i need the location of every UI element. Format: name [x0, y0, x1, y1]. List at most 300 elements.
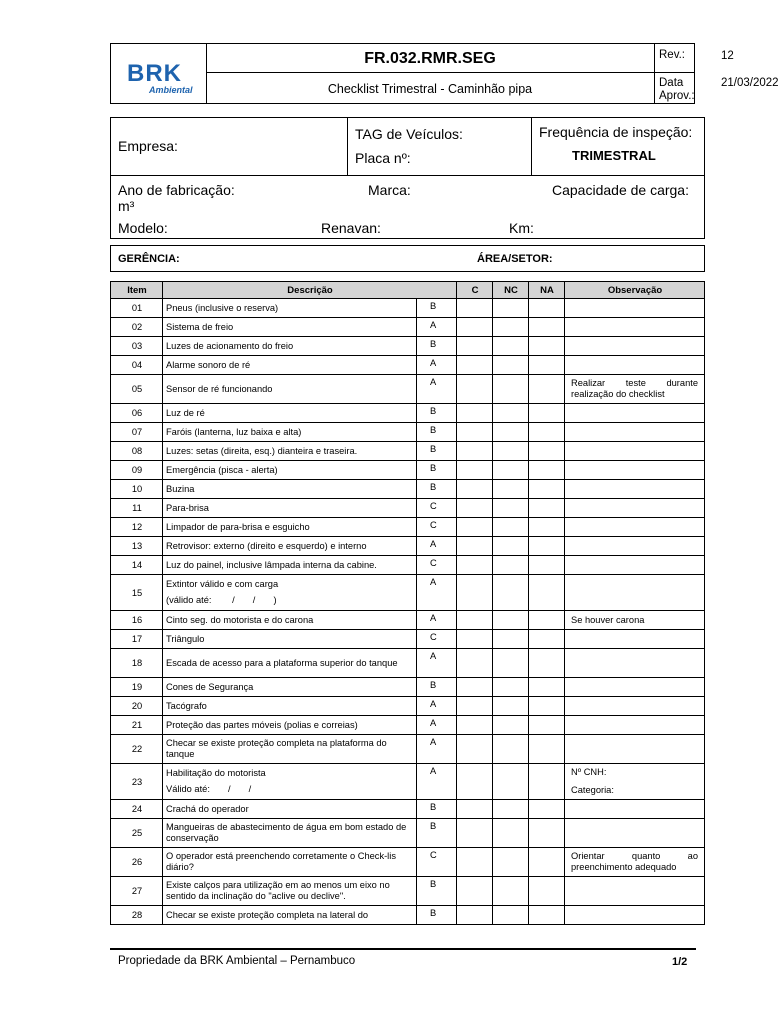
table-row [111, 518, 705, 537]
check-cell-nc[interactable] [493, 461, 529, 480]
capacidade-label: Capacidade de carga: [552, 182, 689, 198]
check-cell-na[interactable] [529, 906, 565, 925]
item-description [163, 461, 417, 480]
check-cell-na[interactable] [529, 337, 565, 356]
check-cell-nc[interactable] [493, 356, 529, 375]
item-class: B [417, 404, 457, 423]
item-description-text: Checar se existe proteção completa na plataforma do tanque [166, 738, 387, 759]
item-description-text: Faróis (lanterna, luz baixa e alta) [166, 426, 302, 437]
observation-cell[interactable] [565, 678, 705, 697]
check-cell-nc[interactable] [493, 800, 529, 819]
item-description-text: Sensor de ré funcionando [166, 383, 273, 394]
empresa-label: Empresa: [118, 138, 178, 154]
item-description-text: Triângulo [166, 633, 205, 644]
item-description-text: O operador está preenchendo corretamente o Check-lis diário? [166, 851, 396, 872]
item-number: 01 [111, 299, 163, 318]
item-description [163, 556, 417, 575]
check-cell-nc[interactable] [493, 764, 529, 800]
check-cell-c[interactable] [457, 716, 493, 735]
table-row [111, 697, 705, 716]
item-class: A [417, 318, 457, 337]
check-cell-nc[interactable] [493, 442, 529, 461]
item-description-text: Crachá do operador [166, 803, 249, 814]
observation-cell[interactable] [565, 442, 705, 461]
table-row [111, 318, 705, 337]
observation-cell[interactable] [565, 611, 705, 630]
item-number: 04 [111, 356, 163, 375]
check-cell-c[interactable] [457, 404, 493, 423]
item-description-text: Pneus (inclusive o reserva) [166, 302, 279, 313]
ano-fabricacao-label: Ano de fabricação: [118, 182, 235, 198]
rev-value: 12 [721, 50, 734, 62]
observation-text: Nº CNH: [571, 767, 607, 777]
check-cell-na[interactable] [529, 318, 565, 337]
observation-cell[interactable] [565, 630, 705, 649]
item-description-text: Luz do painel, inclusive lâmpada interna da cabine. [166, 559, 377, 570]
check-cell-c[interactable] [457, 649, 493, 678]
item-description-text: Limpador de para-brisa e esguicho [166, 521, 310, 532]
area-setor-label: ÁREA/SETOR: [477, 253, 553, 265]
check-cell-nc[interactable] [493, 697, 529, 716]
check-cell-na[interactable] [529, 423, 565, 442]
check-cell-nc[interactable] [493, 735, 529, 764]
item-description-text: Cinto seg. do motorista e do carona [166, 614, 314, 625]
item-class: B [417, 299, 457, 318]
observation-text-2: Categoria: [571, 785, 614, 795]
item-description [163, 299, 417, 318]
check-cell-na[interactable] [529, 848, 565, 877]
tag-label: TAG de Veículos: [355, 126, 463, 142]
table-row [111, 848, 705, 877]
item-description-validity: (válido até: / / ) [166, 595, 277, 605]
item-class: A [417, 537, 457, 556]
item-number: 09 [111, 461, 163, 480]
item-number: 12 [111, 518, 163, 537]
observation-cell[interactable] [565, 537, 705, 556]
check-cell-c[interactable] [457, 537, 493, 556]
item-description-text: Luzes: setas (direita, esq.) dianteira e traseira. [166, 445, 358, 456]
check-cell-c[interactable] [457, 877, 493, 906]
item-description [163, 716, 417, 735]
table-row [111, 716, 705, 735]
observation-cell[interactable] [565, 697, 705, 716]
check-cell-c[interactable] [457, 423, 493, 442]
observation-cell[interactable] [565, 356, 705, 375]
table-row [111, 556, 705, 575]
item-number: 11 [111, 499, 163, 518]
item-description [163, 877, 417, 906]
item-description [163, 800, 417, 819]
col-header-c: C [457, 282, 493, 299]
check-cell-c[interactable] [457, 318, 493, 337]
table-row [111, 649, 705, 678]
table-row [111, 678, 705, 697]
item-number: 23 [111, 764, 163, 800]
table-row [111, 375, 705, 404]
observation-text: Realizar teste durante realização do checklist [571, 378, 699, 399]
table-row [111, 906, 705, 925]
table-row [111, 630, 705, 649]
observation-cell[interactable] [565, 337, 705, 356]
check-cell-nc[interactable] [493, 678, 529, 697]
check-cell-na[interactable] [529, 518, 565, 537]
check-cell-na[interactable] [529, 537, 565, 556]
table-row [111, 575, 705, 611]
check-cell-na[interactable] [529, 442, 565, 461]
table-row [111, 499, 705, 518]
check-cell-c[interactable] [457, 697, 493, 716]
table-row [111, 423, 705, 442]
col-header-nc: NC [493, 282, 529, 299]
item-description [163, 356, 417, 375]
item-number: 13 [111, 537, 163, 556]
item-description-text: Tacógrafo [166, 700, 207, 711]
check-cell-c[interactable] [457, 375, 493, 404]
observation-cell[interactable] [565, 716, 705, 735]
observation-cell[interactable] [565, 499, 705, 518]
item-number: 05 [111, 375, 163, 404]
item-description-validity: Válido até: / / [166, 784, 252, 794]
check-cell-na[interactable] [529, 735, 565, 764]
table-row [111, 356, 705, 375]
observation-cell[interactable] [565, 764, 705, 800]
check-cell-na[interactable] [529, 575, 565, 611]
item-number: 02 [111, 318, 163, 337]
table-row [111, 337, 705, 356]
footer-property: Propriedade da BRK Ambiental – Pernambuco [118, 955, 356, 967]
checklist-table [110, 281, 705, 925]
check-cell-na[interactable] [529, 299, 565, 318]
item-number: 16 [111, 611, 163, 630]
check-cell-c[interactable] [457, 575, 493, 611]
table-row [111, 819, 705, 848]
item-number: 15 [111, 575, 163, 611]
observation-cell[interactable] [565, 461, 705, 480]
check-cell-na[interactable] [529, 461, 565, 480]
check-cell-nc[interactable] [493, 819, 529, 848]
item-description [163, 518, 417, 537]
marca-label: Marca: [368, 182, 411, 198]
check-cell-na[interactable] [529, 819, 565, 848]
observation-cell[interactable] [565, 906, 705, 925]
check-cell-nc[interactable] [493, 518, 529, 537]
item-number: 08 [111, 442, 163, 461]
check-cell-c[interactable] [457, 735, 493, 764]
item-description-text: Proteção das partes móveis (polias e correias) [166, 719, 358, 730]
item-number: 26 [111, 848, 163, 877]
item-number: 21 [111, 716, 163, 735]
item-description [163, 848, 417, 877]
check-cell-na[interactable] [529, 556, 565, 575]
check-cell-na[interactable] [529, 716, 565, 735]
item-class: A [417, 716, 457, 735]
item-class: B [417, 819, 457, 848]
item-class: C [417, 848, 457, 877]
date-value: 21/03/2022 [721, 77, 779, 89]
item-class: B [417, 442, 457, 461]
item-description [163, 819, 417, 848]
item-class: A [417, 375, 457, 404]
observation-cell[interactable] [565, 480, 705, 499]
frequencia-value: TRIMESTRAL [572, 148, 656, 163]
table-row [111, 480, 705, 499]
check-cell-c[interactable] [457, 906, 493, 925]
item-class: A [417, 575, 457, 611]
renavan-label: Renavan: [321, 220, 381, 236]
col-header-observacao: Observação [565, 282, 705, 299]
check-cell-nc[interactable] [493, 848, 529, 877]
check-cell-c[interactable] [457, 480, 493, 499]
item-number: 22 [111, 735, 163, 764]
item-number: 03 [111, 337, 163, 356]
observation-cell[interactable] [565, 735, 705, 764]
observation-text: Se houver carona [571, 614, 645, 625]
table-row [111, 800, 705, 819]
item-class: B [417, 906, 457, 925]
item-number: 10 [111, 480, 163, 499]
item-number: 17 [111, 630, 163, 649]
observation-cell[interactable] [565, 575, 705, 611]
item-description-text: Retrovisor: externo (direito e esquerdo) e interno [166, 540, 367, 551]
check-cell-nc[interactable] [493, 299, 529, 318]
col-header-descricao: Descrição [163, 282, 457, 299]
footer-rule [110, 948, 696, 950]
item-description-text: Buzina [166, 483, 195, 494]
check-cell-nc[interactable] [493, 423, 529, 442]
item-number: 07 [111, 423, 163, 442]
item-description-text: Cones de Segurança [166, 681, 254, 692]
table-header-row [111, 282, 705, 299]
table-row [111, 537, 705, 556]
date-label: Data Aprov.: [659, 77, 695, 102]
check-cell-na[interactable] [529, 877, 565, 906]
check-cell-na[interactable] [529, 499, 565, 518]
check-cell-nc[interactable] [493, 337, 529, 356]
item-description-text: Para-brisa [166, 502, 209, 513]
item-class: A [417, 697, 457, 716]
table-row [111, 404, 705, 423]
form-code: FR.032.RMR.SEG [206, 44, 655, 73]
check-cell-c[interactable] [457, 630, 493, 649]
header-divider [654, 72, 695, 73]
observation-cell[interactable] [565, 375, 705, 404]
observation-cell[interactable] [565, 318, 705, 337]
rev-label: Rev.: [659, 49, 685, 61]
info-divider [531, 118, 532, 175]
item-description-text: Emergência (pisca - alerta) [166, 464, 278, 475]
item-number: 25 [111, 819, 163, 848]
item-class: A [417, 649, 457, 678]
check-cell-nc[interactable] [493, 611, 529, 630]
item-description [163, 318, 417, 337]
item-description [163, 404, 417, 423]
item-description-text: Checar se existe proteção completa na lateral do [166, 909, 369, 920]
item-number: 19 [111, 678, 163, 697]
check-cell-c[interactable] [457, 611, 493, 630]
check-cell-na[interactable] [529, 630, 565, 649]
table-row [111, 877, 705, 906]
item-number: 27 [111, 877, 163, 906]
frequencia-label: Frequência de inspeção: [539, 124, 693, 140]
item-class: A [417, 764, 457, 800]
table-row [111, 611, 705, 630]
check-cell-nc[interactable] [493, 877, 529, 906]
observation-cell[interactable] [565, 404, 705, 423]
item-description [163, 423, 417, 442]
check-cell-nc[interactable] [493, 480, 529, 499]
item-description [163, 480, 417, 499]
item-description-text: Existe calços para utilização em ao menos um eixo no sentido da inclinação do "aclive ou declive". [166, 880, 390, 901]
observation-cell[interactable] [565, 877, 705, 906]
item-description [163, 630, 417, 649]
page-number: 1/2 [672, 956, 688, 968]
item-description-text: Mangueiras de abastecimento de água em bom estado de conservação [166, 822, 407, 843]
check-cell-na[interactable] [529, 375, 565, 404]
item-class: A [417, 735, 457, 764]
item-description [163, 649, 417, 678]
check-cell-na[interactable] [529, 480, 565, 499]
gerencia-label: GERÊNCIA: [118, 253, 180, 265]
info-divider [347, 118, 348, 175]
logo [111, 44, 207, 103]
item-description-text: Alarme sonoro de ré [166, 359, 251, 370]
placa-label: Placa nº: [355, 150, 411, 166]
check-cell-nc[interactable] [493, 404, 529, 423]
item-description [163, 764, 417, 800]
capacidade-unit: m³ [118, 198, 135, 214]
check-cell-c[interactable] [457, 461, 493, 480]
observation-cell[interactable] [565, 518, 705, 537]
item-description-text: Luz de ré [166, 407, 205, 418]
vehicle-info-block [110, 117, 705, 239]
check-cell-c[interactable] [457, 800, 493, 819]
check-cell-c[interactable] [457, 848, 493, 877]
check-cell-c[interactable] [457, 518, 493, 537]
item-description [163, 697, 417, 716]
observation-cell[interactable] [565, 848, 705, 877]
check-cell-nc[interactable] [493, 375, 529, 404]
observation-cell[interactable] [565, 819, 705, 848]
item-description [163, 678, 417, 697]
check-cell-c[interactable] [457, 337, 493, 356]
check-cell-na[interactable] [529, 800, 565, 819]
check-cell-nc[interactable] [493, 556, 529, 575]
check-cell-na[interactable] [529, 764, 565, 800]
check-cell-c[interactable] [457, 356, 493, 375]
col-header-na: NA [529, 282, 565, 299]
item-description [163, 442, 417, 461]
check-cell-na[interactable] [529, 649, 565, 678]
check-cell-nc[interactable] [493, 499, 529, 518]
check-cell-nc[interactable] [493, 630, 529, 649]
check-cell-na[interactable] [529, 697, 565, 716]
item-class: B [417, 461, 457, 480]
item-number: 14 [111, 556, 163, 575]
observation-cell[interactable] [565, 556, 705, 575]
item-number: 18 [111, 649, 163, 678]
item-class: B [417, 337, 457, 356]
check-cell-c[interactable] [457, 819, 493, 848]
item-description [163, 611, 417, 630]
check-cell-na[interactable] [529, 356, 565, 375]
item-class: B [417, 800, 457, 819]
item-description [163, 537, 417, 556]
item-description [163, 499, 417, 518]
modelo-label: Modelo: [118, 220, 168, 236]
item-description-text: Extintor válido e com carga [166, 579, 279, 589]
check-cell-na[interactable] [529, 404, 565, 423]
check-cell-nc[interactable] [493, 649, 529, 678]
check-cell-nc[interactable] [493, 906, 529, 925]
item-number: 28 [111, 906, 163, 925]
gerencia-block [110, 245, 705, 272]
table-row [111, 299, 705, 318]
item-description [163, 575, 417, 611]
item-class: A [417, 356, 457, 375]
item-class: B [417, 877, 457, 906]
table-row [111, 442, 705, 461]
check-cell-na[interactable] [529, 611, 565, 630]
observation-cell[interactable] [565, 800, 705, 819]
observation-cell[interactable] [565, 299, 705, 318]
check-cell-c[interactable] [457, 442, 493, 461]
item-class: B [417, 678, 457, 697]
form-header [110, 43, 779, 104]
form-title: Checklist Trimestral - Caminhão pipa [206, 72, 655, 103]
check-cell-c[interactable] [457, 678, 493, 697]
observation-cell[interactable] [565, 649, 705, 678]
table-row [111, 735, 705, 764]
item-description [163, 735, 417, 764]
item-description-text: Escada de acesso para a plataforma superior do tanque [166, 657, 398, 668]
item-class: B [417, 480, 457, 499]
table-row [111, 461, 705, 480]
item-description-text: Habilitação do motorista [166, 768, 266, 778]
check-cell-nc[interactable] [493, 575, 529, 611]
item-description [163, 906, 417, 925]
info-divider [111, 175, 704, 176]
check-cell-nc[interactable] [493, 318, 529, 337]
item-number: 24 [111, 800, 163, 819]
check-cell-na[interactable] [529, 678, 565, 697]
observation-cell[interactable] [565, 423, 705, 442]
check-cell-c[interactable] [457, 499, 493, 518]
item-class: C [417, 518, 457, 537]
item-description-text: Sistema de freio [166, 321, 234, 332]
item-class: C [417, 630, 457, 649]
check-cell-nc[interactable] [493, 716, 529, 735]
km-label: Km: [509, 220, 534, 236]
check-cell-c[interactable] [457, 764, 493, 800]
col-header-item: Item [111, 282, 163, 299]
item-number: 20 [111, 697, 163, 716]
check-cell-nc[interactable] [493, 537, 529, 556]
check-cell-c[interactable] [457, 299, 493, 318]
item-class: A [417, 611, 457, 630]
table-row [111, 764, 705, 800]
item-description-text: Luzes de acionamento do freio [166, 340, 294, 351]
item-class: C [417, 499, 457, 518]
check-cell-c[interactable] [457, 556, 493, 575]
observation-text: Orientar quanto ao preenchimento adequado [571, 851, 699, 872]
item-description [163, 375, 417, 404]
item-number: 06 [111, 404, 163, 423]
item-description [163, 337, 417, 356]
logo-ambiental-text: Ambiental [149, 85, 193, 95]
item-class: B [417, 423, 457, 442]
item-class: C [417, 556, 457, 575]
logo-brk-text: BRK [127, 60, 182, 87]
